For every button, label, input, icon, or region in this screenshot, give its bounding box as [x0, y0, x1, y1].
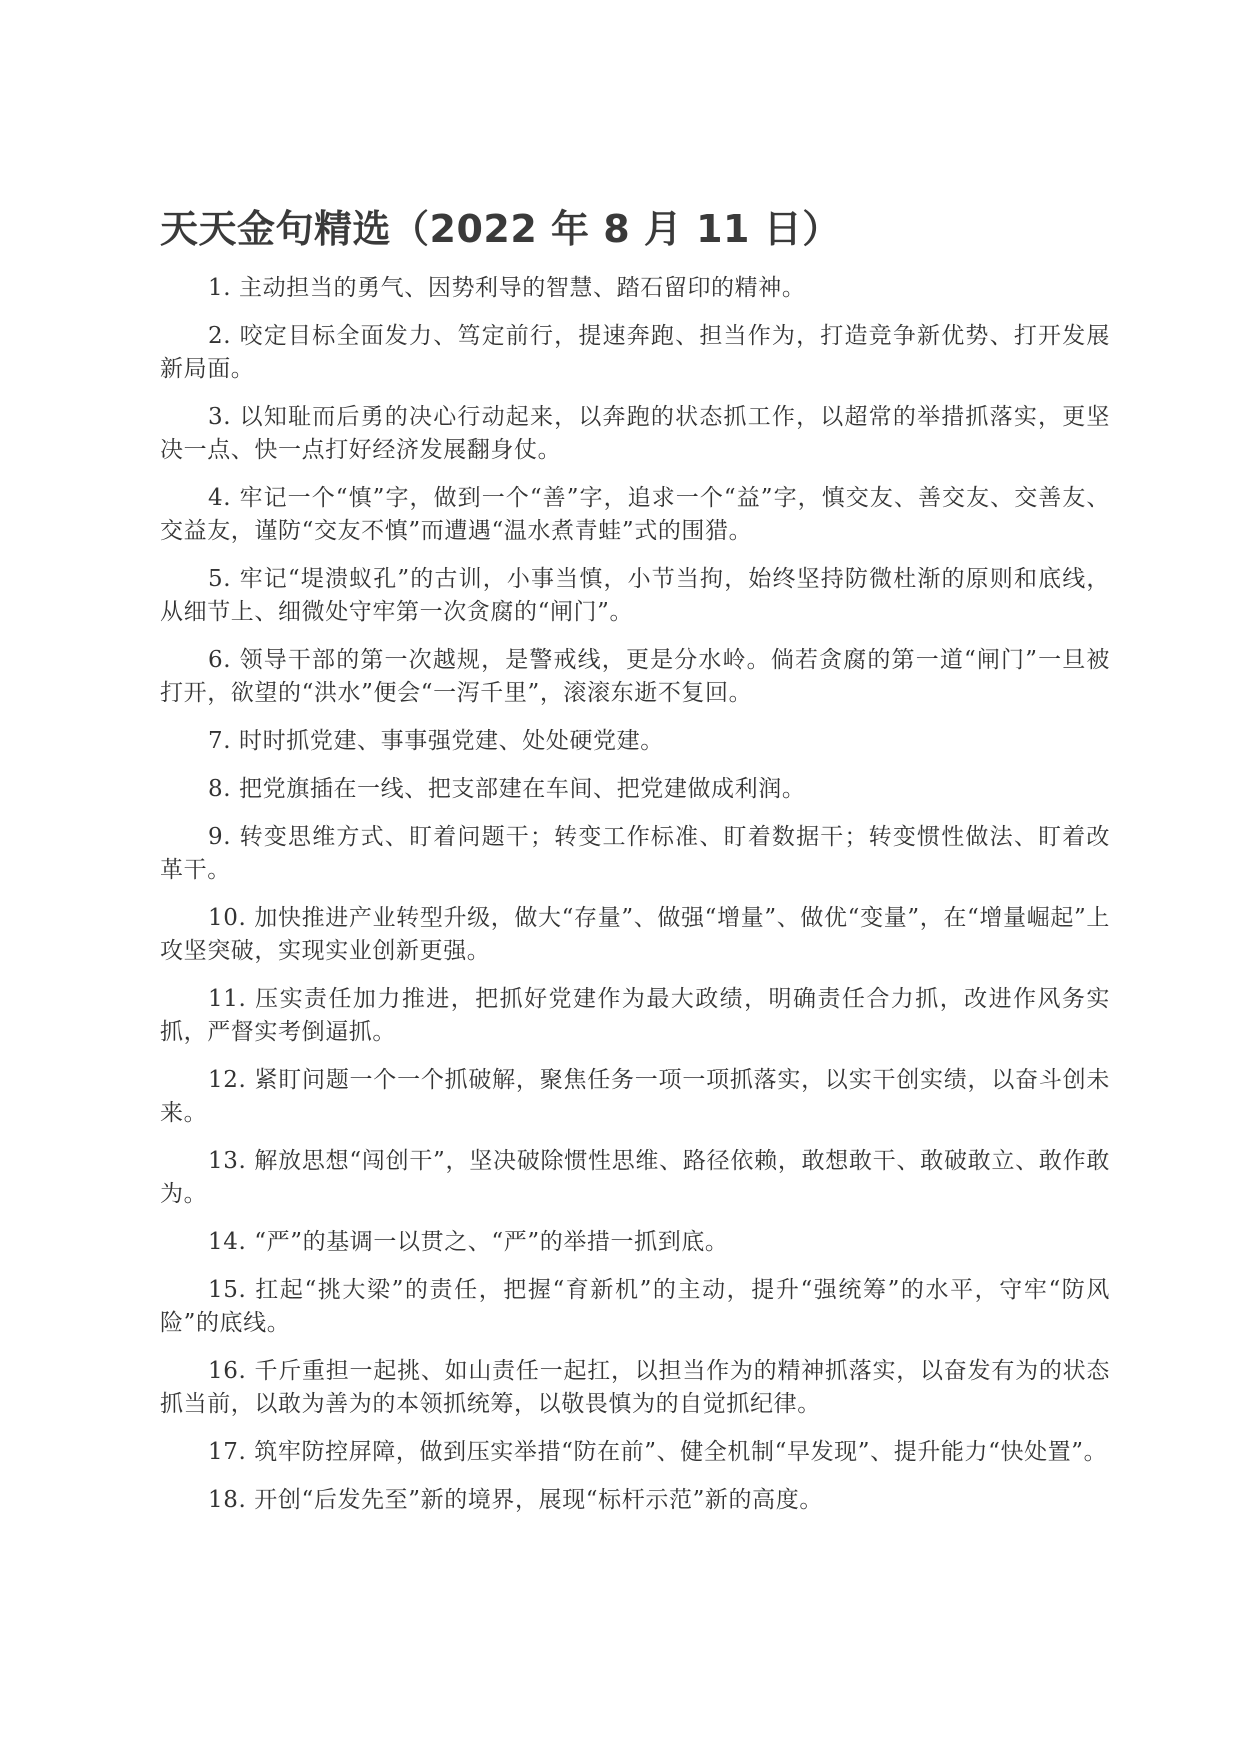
list-item: 16. 千斤重担一起挑、如山责任一起扛，以担当作为的精神抓落实，以奋发有为的状态抓当前，以敢为善为的本领抓统筹，以敬畏慎为的自觉抓纪律。	[160, 1358, 1110, 1417]
list-item: 5. 牢记“堤溃蚁孔”的古训，小事当慎，小节当拘，始终坚持防微杜渐的原则和底线，从细节上、细微处守牢第一次贪腐的“闸门”。	[160, 566, 1110, 625]
list-item: 7. 时时抓党建、事事强党建、处处硬党建。	[208, 728, 664, 754]
list-item: 8. 把党旗插在一线、把支部建在车间、把党建做成利润。	[208, 776, 806, 802]
list-item: 4. 牢记一个“慎”字，做到一个“善”字，追求一个“益”字，慎交友、善交友、交善友、交益友，谨防“交友不慎”而遭遇“温水煮青蛙”式的围猎。	[160, 485, 1110, 544]
list-item: 11. 压实责任加力推进，把抓好党建作为最大政绩，明确责任合力抓，改进作风务实抓，严督实考倒逼抓。	[160, 986, 1110, 1045]
list-item: 14. “严”的基调一以贯之、“严”的举措一抓到底。	[208, 1229, 729, 1255]
list-item: 15. 扛起“挑大梁”的责任，把握“育新机”的主动，提升“强统筹”的水平，守牢“防风险”的底线。	[160, 1277, 1110, 1336]
list-item: 2. 咬定目标全面发力、笃定前行，提速奔跑、担当作为，打造竞争新优势、打开发展新局面。	[160, 323, 1110, 382]
list-item: 1. 主动担当的勇气、因势利导的智慧、踏石留印的精神。	[208, 275, 806, 301]
list-item: 13. 解放思想“闯创干”，坚决破除惯性思维、路径依赖，敢想敢干、敢破敢立、敢作敢为。	[160, 1148, 1110, 1207]
page-title: 天天金句精选（2022 年 8 月 11 日）	[160, 207, 841, 251]
list-item: 18. 开创“后发先至”新的境界，展现“标杆示范”新的高度。	[208, 1487, 823, 1513]
list-item: 10. 加快推进产业转型升级，做大“存量”、做强“增量”、做优“变量”，在“增量崛起”上攻坚突破，实现实业创新更强。	[160, 905, 1110, 964]
list-item: 17. 筑牢防控屏障，做到压实举措“防在前”、健全机制“早发现”、提升能力“快处置”。	[208, 1439, 1108, 1465]
quote-list	[160, 272, 1110, 1532]
list-item: 12. 紧盯问题一个一个抓破解，聚焦任务一项一项抓落实，以实干创实绩，以奋斗创未来。	[160, 1067, 1110, 1126]
list-item: 9. 转变思维方式、盯着问题干；转变工作标准、盯着数据干；转变惯性做法、盯着改革干。	[160, 824, 1110, 883]
list-item: 6. 领导干部的第一次越规，是警戒线，更是分水岭。倘若贪腐的第一道“闸门”一旦被打开，欲望的“洪水”便会“一泻千里”，滚滚东逝不复回。	[160, 647, 1110, 706]
list-item: 3. 以知耻而后勇的决心行动起来，以奔跑的状态抓工作，以超常的举措抓落实，更坚决一点、快一点打好经济发展翻身仗。	[160, 404, 1110, 463]
